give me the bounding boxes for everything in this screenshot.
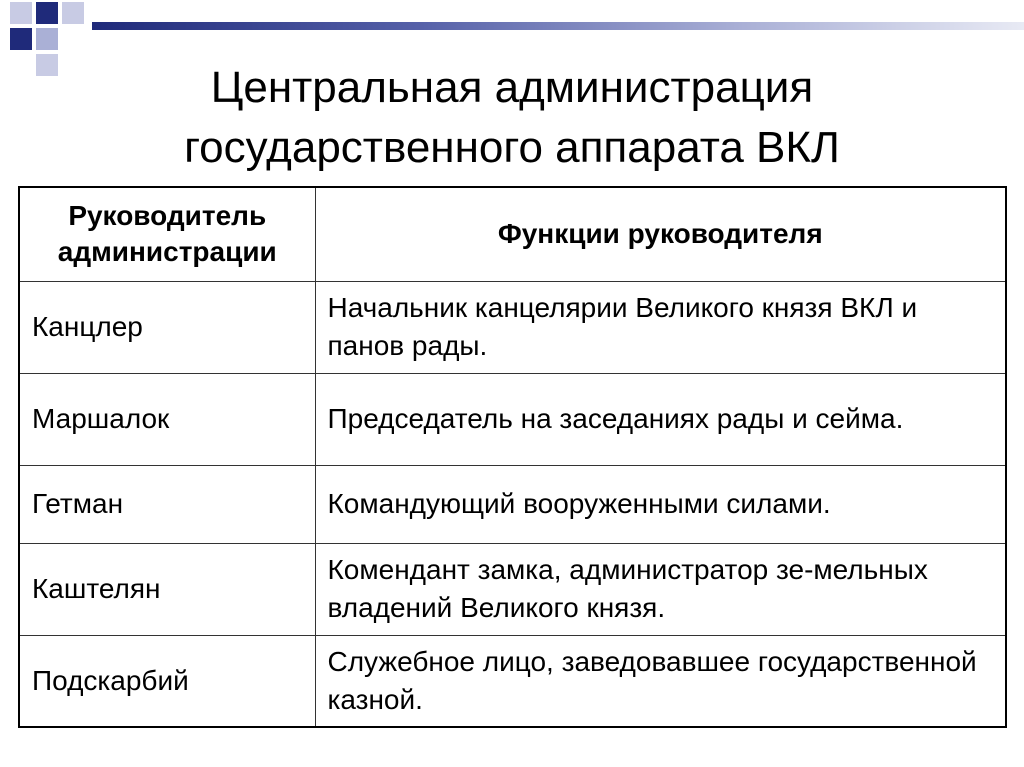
column-header-function: Функции руководителя	[315, 187, 1006, 281]
page-title	[0, 58, 1024, 178]
table-row	[19, 465, 1006, 543]
table-row	[19, 635, 1006, 727]
role-cell: Маршалок	[19, 373, 315, 465]
role-cell: Гетман	[19, 465, 315, 543]
header-gradient-bar	[92, 22, 1024, 30]
table-row	[19, 373, 1006, 465]
function-cell: Председатель на заседаниях рады и сейма.	[315, 373, 1006, 465]
table-header-row	[19, 187, 1006, 281]
administration-table	[18, 186, 1007, 728]
title-line-1: Центральная администрация	[210, 63, 814, 112]
table-row	[19, 281, 1006, 373]
function-cell: Командующий вооруженными силами.	[315, 465, 1006, 543]
title-line-2: государственного аппарата ВКЛ	[184, 123, 840, 172]
column-header-role: Руководитель администрации	[19, 187, 315, 281]
role-cell: Подскарбий	[19, 635, 315, 727]
role-cell: Канцлер	[19, 281, 315, 373]
function-cell: Начальник канцелярии Великого князя ВКЛ и панов рады.	[315, 281, 1006, 373]
role-cell: Каштелян	[19, 543, 315, 635]
function-cell: Комендант замка, администратор зе-мельных владений Великого князя.	[315, 543, 1006, 635]
table-row	[19, 543, 1006, 635]
function-cell: Служебное лицо, заведовавшее государственной казной.	[315, 635, 1006, 727]
